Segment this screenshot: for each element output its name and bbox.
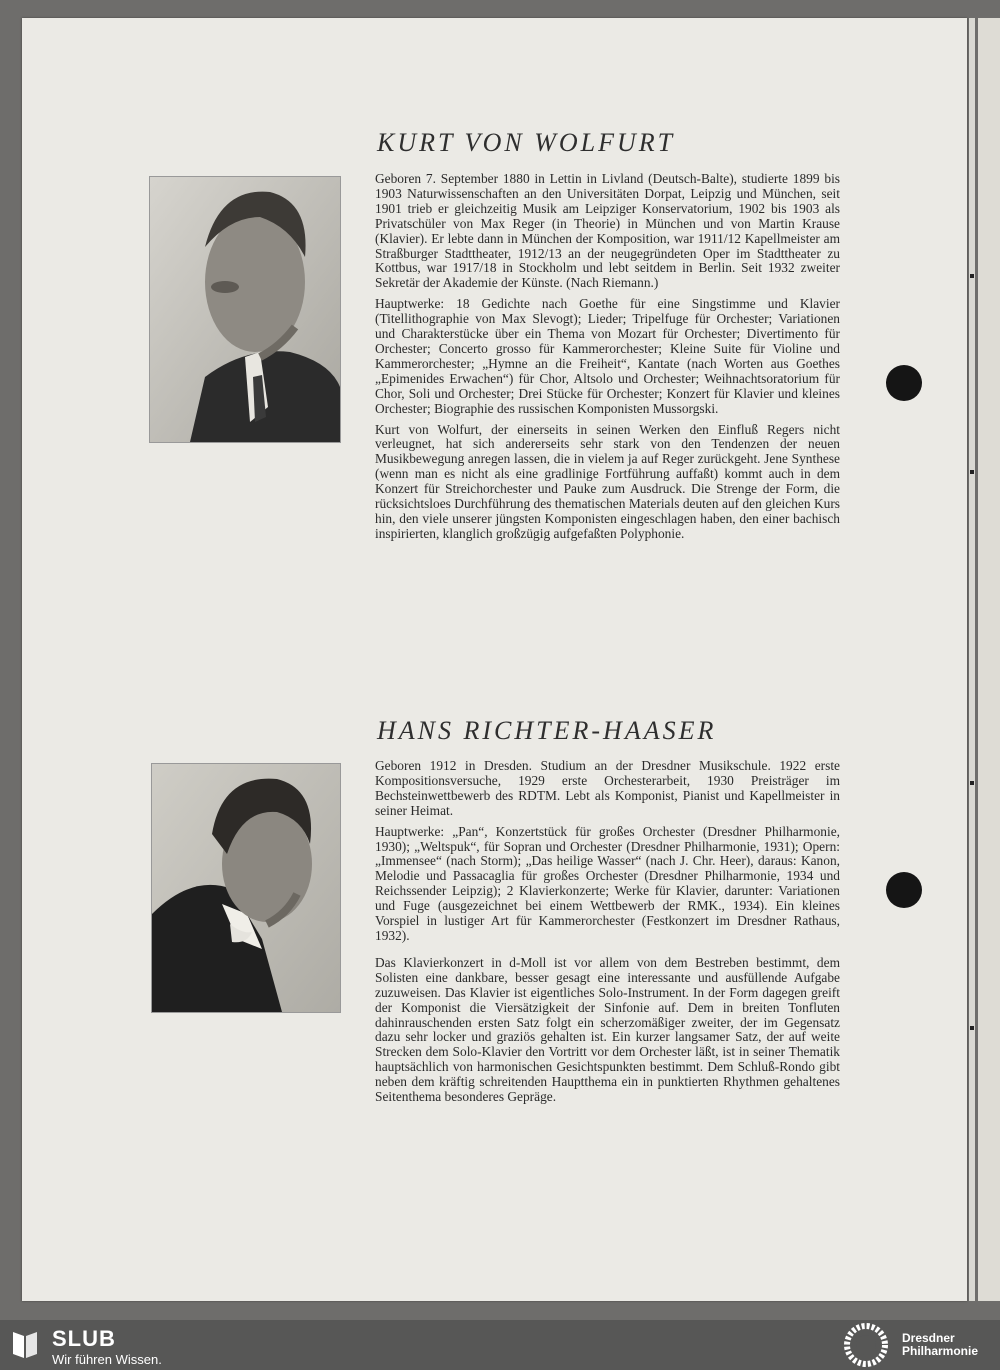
portrait-photo-icon (149, 176, 341, 443)
paragraph-biography: Geboren 7. September 1880 in Lettin in Livland (Deutsch-Balte), studierte 1899 bis 1903 Naturwissenschaften an den Universitäten Dorpat, Leipzig und München, seit 1901 trieb er gleichzeitig Musik am Leipziger Konservatorium, 1902 bis 1903 als Privatschüler von Max Reger (in Theorie) in München und von Martin Krause (Klavier). Er lebte dann in München der Komposition, war 1911/12 Kapellmeister am Straßburger Stadttheater, 1912/13 an der neugegründeten Oper im Stadttheater zu Kottbus, war 1917/18 in Stockholm und lebt seitdem in Berlin. Seit 1932 zweiter Sekretär der Akademie der Künste. (Nach Riemann.) (375, 171, 840, 291)
slub-logo-icon[interactable] (10, 1328, 40, 1360)
library-name[interactable]: SLUB (52, 1326, 116, 1351)
philharmonie-logo-icon[interactable] (842, 1322, 890, 1368)
paragraph-biography: Geboren 1912 in Dresden. Studium an der Dresdner Musikschule. 1922 erste Kompositionsversuche, 1929 erste Orchesterarbeit, 1930 Preisträger im Bechsteinwettbewerb des RDTM. Lebt als Komponist, Pianist und Kapellmeister in seiner Heimat. (375, 758, 840, 818)
biography-wolfurt (375, 172, 840, 548)
page-mark (970, 1026, 974, 1030)
paragraph-commentary: Das Klavierkonzert in d-Moll ist vor allem von dem Bestreben bestimmt, dem Solisten eine dankbare, besser gesagt eine interessante und ausfüllende Aufgabe zuzuweisen. Das Klavier ist eigentliches Solo-Instrument. In der Form dagegen greift der Komponist die Viersätzigkeit der Sinfonie auf. Dem in breiten Tonfluten dahinrauschenden ersten Satz folgt ein scherzomäßiger zweiter, der im Gegensatz dazu sehr locker und graziös gehalten ist. Ein kurzer langsamer Satz, der auf weite Strecken dem Solo-Klavier den Vortritt vor dem Orchester läßt, ist in seiner Thematik hauptsächlich von harmonischen Gesichtspunkten bestimmt. Dem Schluß-Rondo gibt neben dem kräftig schreitenden Hauptthema ein in punktierten Rhythmen gehaltenes Seitenthema besonderes Gepräge. (375, 954, 840, 1105)
next-page-edge (978, 18, 1000, 1301)
page-edge (969, 18, 975, 1301)
library-tagline: Wir führen Wissen. (52, 1352, 162, 1367)
punch-hole (886, 365, 922, 401)
composer-heading-richter-haaser: HANS RICHTER-HAASER (377, 716, 717, 745)
page-mark (970, 274, 974, 278)
paragraph-commentary: Kurt von Wolfurt, der einerseits in seinen Werken den Einfluß Regers nicht verleugnet, hat sich andererseits sehr stark von den Tendenzen der neuen Musikbewegung anregen lassen, die in vielem ja auf Reger zurückgeht. Jene Synthese (wenn man es nicht als eine gradlinige Fortführung auffaßt) kommt auch in dem Konzert für Streichorchester und Pauke zum Ausdruck. Die Strenge der Form, die rücksichtsloes Durchführung des thematischen Materials deuten auf den gleichen Kurs hin, den viele unserer jüngsten Komponisten eingeschlagen haben, den einer bachisch inspirierten, klanglich großzügig aufgefaßten Polyphonie. (375, 421, 840, 541)
footer-bar (0, 1320, 1000, 1370)
biography-richter-haaser (375, 759, 840, 1111)
paragraph-works: Hauptwerke: 18 Gedichte nach Goethe für eine Singstimme und Klavier (Titellithographie von Max Slevogt); Lieder; Tripelfuge für Orchester; Variationen und Charakterstücke über ein Thema von Mozart für Orchester; Divertimento für Orchester; Concerto grosso für Kammerorchester; Kleine Suite für Violine und Kammerorchester; „Hymne an die Freiheit“, Kantate (nach Worten aus Goethes „Epimenides Erwachen“) für Chor, Altsolo und Orchester; Weihnachtsoratorium für Chor, Soli und Orchester; Drei Stücke für Orchester; Konzert für Klavier und kleines Orchester; Biographie des russischen Komponisten Mussorgski. (375, 296, 840, 416)
portrait-photo-icon (151, 763, 341, 1013)
composer-heading-wolfurt: KURT VON WOLFURT (377, 128, 676, 157)
paragraph-works: Hauptwerke: „Pan“, Konzertstück für großes Orchester (Dresdner Philharmonie, 1930); „Weltspuk“, für Sopran und Orchester (Dresdner Philharmonie, 1931); Opern: „Immensee“ (nach Storm); „Das heilige Wasser“ (nach J. Chr. Heer), daraus: Kanon, Melodie und Passacaglia für großes Orchester (Dresdner Philharmonie, 1934 und Reichssender Leipzig); 2 Klavierkonzerte; Werke für Klavier, darunter: Variationen und Fuge (ausgezeichnet bei einem Wettbewerb der RMK., 1934). Ein kleines Vorspiel in lustiger Art für Kammerorchester (Festkonzert im Dresdner Rathaus, 1932). (375, 823, 840, 943)
page-mark (970, 781, 974, 785)
partner-name-line: Dresdner (902, 1331, 955, 1345)
punch-hole (886, 872, 922, 908)
page-mark (970, 470, 974, 474)
partner-name (902, 1332, 978, 1358)
partner-name-line: Philharmonie (902, 1344, 979, 1358)
